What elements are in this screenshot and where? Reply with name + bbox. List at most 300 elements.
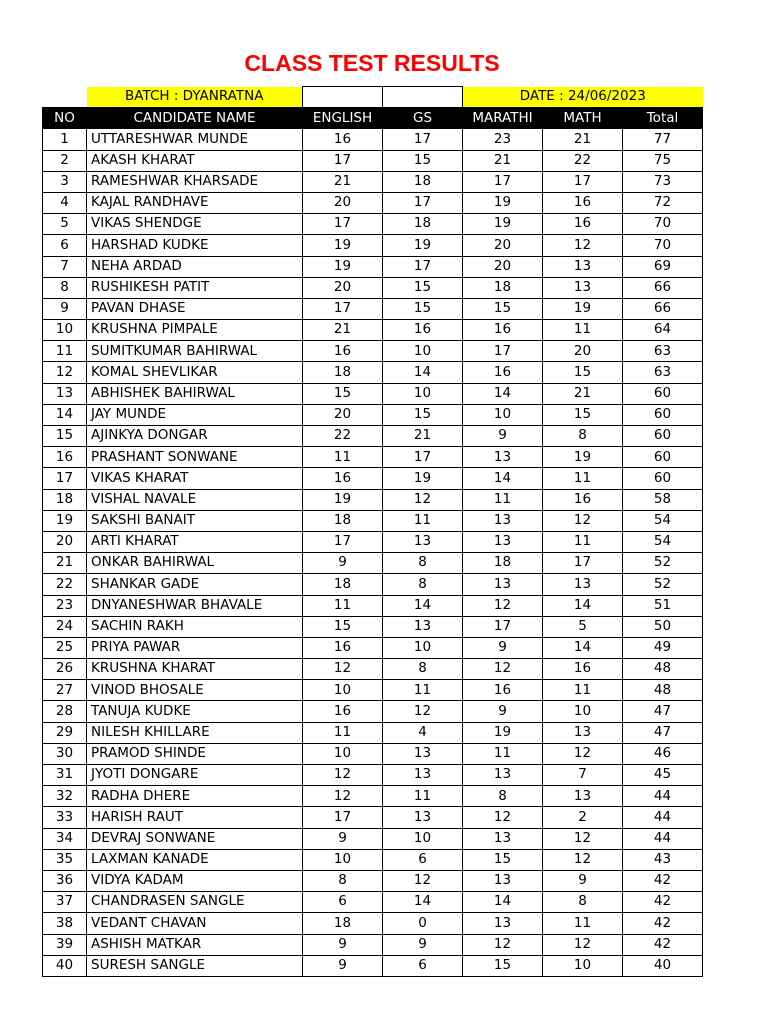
cell-gs: 18: [383, 171, 463, 192]
table-row: [43, 447, 703, 468]
cell-marathi: 13: [463, 913, 543, 934]
cell-english: 10: [303, 743, 383, 764]
cell-no: 27: [43, 680, 87, 701]
cell-candidate-name: CHANDRASEN SANGLE: [87, 892, 303, 913]
cell-total: 54: [623, 531, 703, 552]
cell-marathi: 14: [463, 383, 543, 404]
cell-candidate-name: HARISH RAUT: [87, 807, 303, 828]
cell-marathi: 18: [463, 277, 543, 298]
cell-gs: 8: [383, 659, 463, 680]
cell-gs: 17: [383, 192, 463, 213]
cell-no: 7: [43, 256, 87, 277]
cell-no: 2: [43, 150, 87, 171]
cell-math: 8: [543, 426, 623, 447]
cell-gs: 13: [383, 743, 463, 764]
cell-marathi: 17: [463, 616, 543, 637]
cell-no: 39: [43, 934, 87, 955]
table-row: [43, 277, 703, 298]
cell-gs: 0: [383, 913, 463, 934]
cell-marathi: 9: [463, 701, 543, 722]
cell-no: 30: [43, 743, 87, 764]
cell-english: 18: [303, 574, 383, 595]
cell-candidate-name: SAKSHI BANAIT: [87, 510, 303, 531]
table-row: [43, 129, 703, 150]
cell-marathi: 13: [463, 510, 543, 531]
cell-candidate-name: UTTARESHWAR MUNDE: [87, 129, 303, 150]
cell-math: 11: [543, 468, 623, 489]
cell-total: 46: [623, 743, 703, 764]
cell-english: 19: [303, 489, 383, 510]
table-row: [43, 404, 703, 425]
cell-marathi: 15: [463, 955, 543, 976]
cell-marathi: 21: [463, 150, 543, 171]
cell-math: 7: [543, 765, 623, 786]
meta-row: [43, 87, 703, 108]
cell-no: 25: [43, 637, 87, 658]
date-label: DATE : 24/06/2023: [463, 87, 703, 108]
cell-english: 17: [303, 214, 383, 235]
cell-marathi: 13: [463, 447, 543, 468]
cell-candidate-name: KOMAL SHEVLIKAR: [87, 362, 303, 383]
cell-marathi: 9: [463, 426, 543, 447]
cell-candidate-name: VINOD BHOSALE: [87, 680, 303, 701]
cell-total: 44: [623, 786, 703, 807]
cell-math: 12: [543, 849, 623, 870]
cell-no: 5: [43, 214, 87, 235]
cell-marathi: 23: [463, 129, 543, 150]
cell-gs: 19: [383, 235, 463, 256]
cell-english: 9: [303, 955, 383, 976]
cell-candidate-name: AJINKYA DONGAR: [87, 426, 303, 447]
cell-no: 36: [43, 870, 87, 891]
cell-gs: 15: [383, 404, 463, 425]
table-row: [43, 659, 703, 680]
cell-gs: 13: [383, 807, 463, 828]
cell-english: 21: [303, 320, 383, 341]
cell-gs: 13: [383, 531, 463, 552]
cell-candidate-name: DEVRAJ SONWANE: [87, 828, 303, 849]
cell-total: 70: [623, 214, 703, 235]
cell-candidate-name: JYOTI DONGARE: [87, 765, 303, 786]
cell-math: 16: [543, 489, 623, 510]
table-row: [43, 426, 703, 447]
cell-english: 20: [303, 277, 383, 298]
table-row: [43, 722, 703, 743]
cell-marathi: 13: [463, 765, 543, 786]
column-header-name: CANDIDATE NAME: [87, 108, 303, 129]
cell-gs: 17: [383, 256, 463, 277]
results-table: [42, 86, 703, 977]
cell-total: 47: [623, 722, 703, 743]
cell-english: 17: [303, 807, 383, 828]
cell-gs: 16: [383, 320, 463, 341]
cell-candidate-name: SURESH SANGLE: [87, 955, 303, 976]
cell-total: 50: [623, 616, 703, 637]
cell-english: 18: [303, 362, 383, 383]
cell-candidate-name: HARSHAD KUDKE: [87, 235, 303, 256]
cell-english: 9: [303, 934, 383, 955]
cell-no: 12: [43, 362, 87, 383]
cell-no: 10: [43, 320, 87, 341]
cell-math: 19: [543, 298, 623, 319]
cell-no: 11: [43, 341, 87, 362]
cell-math: 15: [543, 404, 623, 425]
cell-english: 19: [303, 256, 383, 277]
cell-english: 20: [303, 192, 383, 213]
cell-math: 2: [543, 807, 623, 828]
cell-marathi: 14: [463, 892, 543, 913]
cell-total: 63: [623, 341, 703, 362]
cell-gs: 21: [383, 426, 463, 447]
cell-math: 11: [543, 531, 623, 552]
cell-gs: 10: [383, 383, 463, 404]
cell-math: 12: [543, 828, 623, 849]
cell-english: 18: [303, 913, 383, 934]
table-row: [43, 807, 703, 828]
table-row: [43, 150, 703, 171]
cell-math: 16: [543, 214, 623, 235]
table-row: [43, 468, 703, 489]
cell-english: 12: [303, 786, 383, 807]
cell-marathi: 8: [463, 786, 543, 807]
cell-math: 21: [543, 383, 623, 404]
table-row: [43, 320, 703, 341]
batch-label: BATCH : DYANRATNA: [87, 87, 303, 108]
cell-total: 72: [623, 192, 703, 213]
cell-candidate-name: PAVAN DHASE: [87, 298, 303, 319]
cell-math: 11: [543, 913, 623, 934]
cell-math: 20: [543, 341, 623, 362]
cell-candidate-name: SUMITKUMAR BAHIRWAL: [87, 341, 303, 362]
cell-no: 1: [43, 129, 87, 150]
table-row: [43, 934, 703, 955]
cell-candidate-name: RADHA DHERE: [87, 786, 303, 807]
cell-math: 8: [543, 892, 623, 913]
cell-gs: 11: [383, 786, 463, 807]
cell-total: 60: [623, 426, 703, 447]
cell-no: 34: [43, 828, 87, 849]
meta-empty-cell: [303, 87, 383, 108]
cell-total: 75: [623, 150, 703, 171]
cell-gs: 8: [383, 574, 463, 595]
cell-no: 3: [43, 171, 87, 192]
cell-total: 40: [623, 955, 703, 976]
cell-marathi: 11: [463, 743, 543, 764]
cell-math: 19: [543, 447, 623, 468]
cell-total: 54: [623, 510, 703, 531]
cell-english: 16: [303, 341, 383, 362]
cell-candidate-name: KRUSHNA KHARAT: [87, 659, 303, 680]
table-row: [43, 553, 703, 574]
cell-math: 10: [543, 955, 623, 976]
cell-marathi: 16: [463, 362, 543, 383]
cell-total: 44: [623, 807, 703, 828]
header-row: [43, 108, 703, 129]
cell-gs: 13: [383, 765, 463, 786]
table-row: [43, 235, 703, 256]
cell-no: 9: [43, 298, 87, 319]
cell-no: 24: [43, 616, 87, 637]
cell-english: 17: [303, 150, 383, 171]
cell-total: 58: [623, 489, 703, 510]
cell-gs: 14: [383, 362, 463, 383]
cell-english: 16: [303, 637, 383, 658]
cell-total: 49: [623, 637, 703, 658]
cell-english: 17: [303, 531, 383, 552]
cell-no: 32: [43, 786, 87, 807]
cell-gs: 10: [383, 828, 463, 849]
cell-no: 18: [43, 489, 87, 510]
cell-math: 22: [543, 150, 623, 171]
cell-candidate-name: VEDANT CHAVAN: [87, 913, 303, 934]
table-row: [43, 616, 703, 637]
cell-no: 17: [43, 468, 87, 489]
cell-total: 69: [623, 256, 703, 277]
cell-english: 18: [303, 510, 383, 531]
cell-math: 9: [543, 870, 623, 891]
cell-math: 17: [543, 553, 623, 574]
cell-candidate-name: LAXMAN KANADE: [87, 849, 303, 870]
cell-gs: 15: [383, 150, 463, 171]
table-row: [43, 680, 703, 701]
cell-no: 14: [43, 404, 87, 425]
cell-total: 43: [623, 849, 703, 870]
cell-total: 42: [623, 870, 703, 891]
cell-marathi: 18: [463, 553, 543, 574]
cell-candidate-name: VIKAS SHENDGE: [87, 214, 303, 235]
cell-candidate-name: PRIYA PAWAR: [87, 637, 303, 658]
table-row: [43, 828, 703, 849]
cell-gs: 14: [383, 892, 463, 913]
table-row: [43, 595, 703, 616]
cell-math: 11: [543, 320, 623, 341]
cell-total: 63: [623, 362, 703, 383]
cell-total: 60: [623, 468, 703, 489]
cell-math: 10: [543, 701, 623, 722]
cell-no: 40: [43, 955, 87, 976]
cell-candidate-name: VIDYA KADAM: [87, 870, 303, 891]
column-header-total: Total: [623, 108, 703, 129]
cell-marathi: 12: [463, 659, 543, 680]
table-row: [43, 531, 703, 552]
cell-marathi: 17: [463, 171, 543, 192]
table-row: [43, 510, 703, 531]
table-row: [43, 171, 703, 192]
cell-marathi: 13: [463, 870, 543, 891]
cell-english: 9: [303, 828, 383, 849]
cell-no: 16: [43, 447, 87, 468]
cell-candidate-name: PRAMOD SHINDE: [87, 743, 303, 764]
cell-total: 60: [623, 404, 703, 425]
cell-marathi: 13: [463, 828, 543, 849]
cell-no: 13: [43, 383, 87, 404]
cell-gs: 10: [383, 637, 463, 658]
cell-no: 35: [43, 849, 87, 870]
cell-candidate-name: VIKAS KHARAT: [87, 468, 303, 489]
cell-total: 44: [623, 828, 703, 849]
cell-math: 12: [543, 743, 623, 764]
page-title: CLASS TEST RESULTS: [244, 50, 500, 76]
table-row: [43, 637, 703, 658]
cell-candidate-name: SHANKAR GADE: [87, 574, 303, 595]
cell-english: 20: [303, 404, 383, 425]
cell-marathi: 9: [463, 637, 543, 658]
table-row: [43, 341, 703, 362]
column-header-gs: GS: [383, 108, 463, 129]
cell-candidate-name: KAJAL RANDHAVE: [87, 192, 303, 213]
cell-gs: 6: [383, 955, 463, 976]
cell-no: 21: [43, 553, 87, 574]
cell-marathi: 15: [463, 298, 543, 319]
cell-candidate-name: NEHA ARDAD: [87, 256, 303, 277]
cell-total: 42: [623, 934, 703, 955]
cell-no: 15: [43, 426, 87, 447]
cell-english: 17: [303, 298, 383, 319]
column-header-english: ENGLISH: [303, 108, 383, 129]
cell-gs: 15: [383, 298, 463, 319]
cell-gs: 6: [383, 849, 463, 870]
cell-english: 21: [303, 171, 383, 192]
cell-candidate-name: AKASH KHARAT: [87, 150, 303, 171]
cell-english: 16: [303, 701, 383, 722]
cell-total: 73: [623, 171, 703, 192]
cell-math: 11: [543, 680, 623, 701]
cell-gs: 17: [383, 447, 463, 468]
cell-gs: 12: [383, 870, 463, 891]
cell-english: 22: [303, 426, 383, 447]
cell-gs: 12: [383, 489, 463, 510]
table-row: [43, 256, 703, 277]
cell-total: 51: [623, 595, 703, 616]
cell-no: 37: [43, 892, 87, 913]
cell-marathi: 11: [463, 489, 543, 510]
cell-no: 6: [43, 235, 87, 256]
cell-math: 5: [543, 616, 623, 637]
cell-gs: 14: [383, 595, 463, 616]
cell-math: 12: [543, 235, 623, 256]
cell-candidate-name: TANUJA KUDKE: [87, 701, 303, 722]
cell-total: 42: [623, 892, 703, 913]
column-header-no: NO: [43, 108, 87, 129]
cell-english: 6: [303, 892, 383, 913]
table-row: [43, 214, 703, 235]
cell-candidate-name: PRASHANT SONWANE: [87, 447, 303, 468]
cell-gs: 4: [383, 722, 463, 743]
cell-gs: 8: [383, 553, 463, 574]
cell-no: 33: [43, 807, 87, 828]
cell-candidate-name: SACHIN RAKH: [87, 616, 303, 637]
cell-math: 13: [543, 256, 623, 277]
cell-candidate-name: VISHAL NAVALE: [87, 489, 303, 510]
table-row: [43, 765, 703, 786]
cell-no: 38: [43, 913, 87, 934]
table-row: [43, 383, 703, 404]
cell-no: 19: [43, 510, 87, 531]
cell-total: 48: [623, 680, 703, 701]
cell-total: 70: [623, 235, 703, 256]
cell-gs: 15: [383, 277, 463, 298]
cell-no: 4: [43, 192, 87, 213]
table-row: [43, 489, 703, 510]
cell-candidate-name: RAMESHWAR KHARSADE: [87, 171, 303, 192]
cell-english: 11: [303, 722, 383, 743]
cell-marathi: 20: [463, 235, 543, 256]
table-row: [43, 892, 703, 913]
cell-marathi: 19: [463, 722, 543, 743]
cell-english: 16: [303, 129, 383, 150]
cell-candidate-name: RUSHIKESH PATIT: [87, 277, 303, 298]
cell-english: 9: [303, 553, 383, 574]
column-header-math: MATH: [543, 108, 623, 129]
table-row: [43, 955, 703, 976]
cell-english: 10: [303, 849, 383, 870]
cell-math: 13: [543, 277, 623, 298]
cell-total: 45: [623, 765, 703, 786]
cell-english: 11: [303, 595, 383, 616]
table-row: [43, 362, 703, 383]
table-row: [43, 701, 703, 722]
cell-math: 15: [543, 362, 623, 383]
cell-total: 42: [623, 913, 703, 934]
cell-total: 48: [623, 659, 703, 680]
cell-candidate-name: DNYANESHWAR BHAVALE: [87, 595, 303, 616]
cell-no: 8: [43, 277, 87, 298]
cell-total: 77: [623, 129, 703, 150]
cell-candidate-name: ABHISHEK BAHIRWAL: [87, 383, 303, 404]
cell-english: 15: [303, 383, 383, 404]
cell-total: 66: [623, 277, 703, 298]
cell-candidate-name: JAY MUNDE: [87, 404, 303, 425]
cell-math: 12: [543, 510, 623, 531]
cell-no: 22: [43, 574, 87, 595]
cell-candidate-name: ARTI KHARAT: [87, 531, 303, 552]
table-row: [43, 913, 703, 934]
cell-english: 11: [303, 447, 383, 468]
table-row: [43, 870, 703, 891]
cell-no: 31: [43, 765, 87, 786]
cell-marathi: 19: [463, 214, 543, 235]
cell-total: 60: [623, 383, 703, 404]
cell-english: 19: [303, 235, 383, 256]
cell-marathi: 13: [463, 531, 543, 552]
cell-gs: 12: [383, 701, 463, 722]
cell-english: 12: [303, 659, 383, 680]
cell-total: 52: [623, 553, 703, 574]
cell-marathi: 10: [463, 404, 543, 425]
cell-marathi: 16: [463, 320, 543, 341]
table-row: [43, 743, 703, 764]
cell-english: 10: [303, 680, 383, 701]
column-header-marathi: MARATHI: [463, 108, 543, 129]
cell-gs: 11: [383, 510, 463, 531]
cell-marathi: 17: [463, 341, 543, 362]
cell-english: 8: [303, 870, 383, 891]
cell-english: 12: [303, 765, 383, 786]
cell-gs: 13: [383, 616, 463, 637]
cell-english: 16: [303, 468, 383, 489]
cell-no: 26: [43, 659, 87, 680]
cell-marathi: 14: [463, 468, 543, 489]
cell-english: 15: [303, 616, 383, 637]
table-row: [43, 192, 703, 213]
cell-gs: 10: [383, 341, 463, 362]
cell-candidate-name: ASHISH MATKAR: [87, 934, 303, 955]
table-row: [43, 574, 703, 595]
cell-math: 13: [543, 574, 623, 595]
cell-math: 17: [543, 171, 623, 192]
cell-total: 52: [623, 574, 703, 595]
meta-spacer: [43, 87, 87, 108]
